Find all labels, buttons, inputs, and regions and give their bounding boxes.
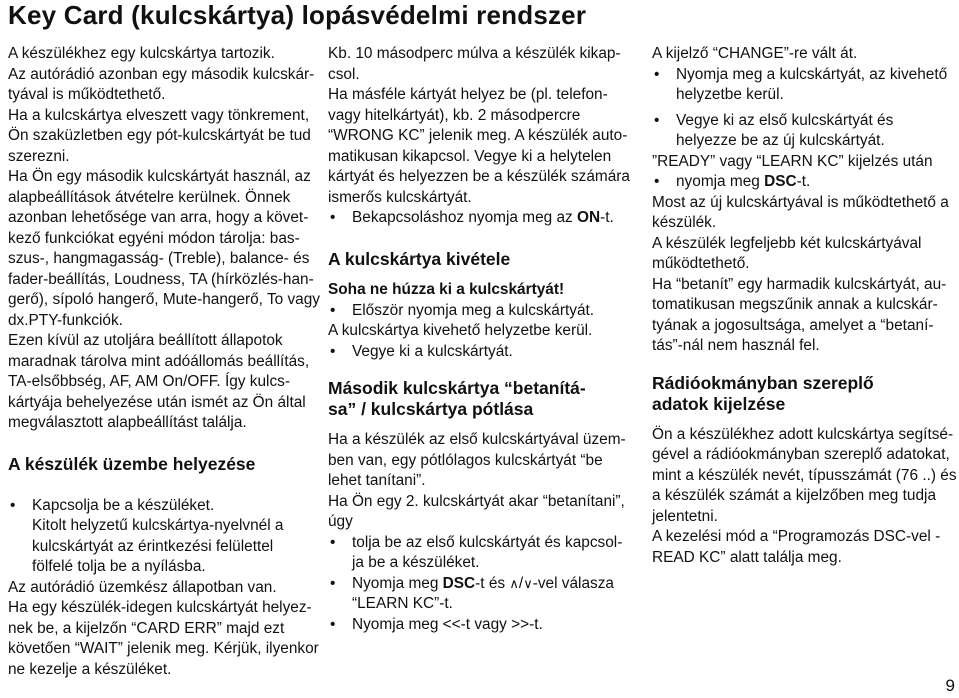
text-line: követően “WAIT” jelenik meg. Kérjük, ilyenkor [8, 640, 319, 657]
section-heading-second-card-cont: sa” / kulcskártya pótlása [328, 399, 534, 419]
text-line: szus-, hangmagasság- (Treble), balance- és [8, 250, 310, 267]
text-span: nyomja meg [676, 173, 765, 190]
text-span: -t és [475, 574, 510, 592]
caret-down-icon: ∨ [523, 575, 533, 591]
section-heading-second-card: Második kulcskártya “betanítá- [328, 378, 586, 398]
intro-paragraph [8, 44, 320, 434]
text-line: Ha egy készülék-idegen kulcskártyát helyez- [8, 599, 312, 616]
text-line: gével a rádióokmányban szereplő adatokat, [652, 446, 950, 463]
text-line: helyezze be az új kulcskártyát. [676, 132, 885, 149]
text-line: ne kezelje a készüléket. [8, 660, 172, 678]
paragraph [8, 578, 319, 681]
bullet-item [328, 574, 634, 615]
caret-up-icon: ∧ [509, 575, 519, 591]
text-line: Ön szaküzletben egy pót-kulcskártyát be tud [8, 127, 311, 144]
bullet-line: • Vegye ki az első kulcskártyát és [652, 111, 957, 132]
text-line: Ön a készülékhez adott kulcskártya segítsé- [652, 425, 954, 443]
column-1 [8, 44, 320, 680]
section-heading-document-data-cont: adatok kijelzése [652, 393, 786, 414]
text-line: helyzetbe kerül. [676, 86, 784, 103]
text-line: Ha “betanít” egy harmadik kulcskártyát, au- [652, 275, 947, 293]
text-line: kártyát és helyezzen be a készülék számára [328, 168, 630, 185]
text-span: Bekapcsoláshoz nyomja meg az [352, 209, 577, 226]
text-line: dx.PTY-funkciók. [8, 311, 123, 329]
text-line: kulcskártyát az érintkezési felülettel [32, 537, 274, 555]
text-line: maradnak tárolva mint adóállomás beállítás, [8, 352, 310, 370]
text-line: ben van, egy pótlólagos kulcskártyát “be [328, 451, 603, 469]
bullet-line [328, 574, 634, 595]
text-line: Az autórádió üzemkész állapotban van. [8, 578, 277, 596]
text-line: fölfelé tolja be a nyílásba. [32, 558, 206, 575]
text-line: A kezelési mód a “Programozás DSC-vel - [652, 528, 941, 545]
text-line: ”READY” vagy “LEARN KC” kijelzés után [652, 152, 933, 170]
bullet-item [8, 496, 308, 578]
text-line: vagy hitelkártyát), kb. 2 másodpercre [328, 106, 581, 124]
section-heading-document-data: Rádióokmányban szereplő [652, 372, 874, 393]
text-line: szerezni. [8, 147, 70, 165]
dsc-key-label: DSC [764, 173, 797, 190]
text-line: azonban lehetősége van arra, hogy a követ- [8, 209, 309, 226]
text-span: -vel válasza [532, 574, 614, 592]
column-2 [328, 44, 634, 635]
paragraph [328, 44, 634, 208]
text-line: Ezen kívül az utoljára beállított állapotok [8, 332, 283, 349]
text-line: A kulcskártya kivehető helyzetbe kerül. [328, 322, 593, 339]
on-key-label: ON [577, 209, 601, 226]
text-line: fader-beállítás, Loudness, TA (hírközlés-han- [8, 270, 314, 288]
page-number: 9 [945, 676, 955, 695]
text-line: működtethető. [652, 255, 750, 272]
text-line: tyával is működtethető. [8, 86, 166, 103]
text-line: megválasztott alapbeállítást találja. [8, 414, 247, 431]
text-line: lehet tanítani”. [328, 472, 426, 489]
text-line: készülék. [652, 214, 717, 231]
paragraph [328, 430, 634, 533]
text-line: a készülék számát a kijelzőben meg tudja [652, 487, 937, 504]
text-line: A kijelző “CHANGE”-re vált át. [652, 45, 858, 62]
text-line: ja be a készüléket. [352, 554, 480, 571]
bullet-item: • Először nyomja meg a kulcskártyát. [328, 301, 634, 322]
text-line: tyának a jogosultsága, amelyet a “betaní- [652, 316, 934, 334]
text-line: TA-elsőbbség, AF, AM On/OFF. Így kulcs- [8, 373, 290, 390]
section-heading-startup: A készülék üzembe helyezése [8, 454, 256, 474]
text-line: A készülék legfeljebb két kulcskártyával [652, 234, 922, 252]
text-line: Kitolt helyzetű kulcskártya-nyelvnél a [32, 517, 284, 534]
warning-subheading: Soha ne húzza ki a kulcskártyát! [328, 281, 565, 298]
bullet-item [328, 533, 634, 574]
text-line: Ha másféle kártyát helyez be (pl. telefon- [328, 86, 608, 103]
text-line: úgy [328, 513, 353, 530]
text-line: jelentetni. [652, 507, 718, 525]
text-span: -t. [796, 173, 811, 190]
bullet-item [328, 208, 634, 229]
bullet-line: • tolja be az első kulcskártyát és kapcsol- [328, 533, 634, 554]
text-line: Kb. 10 másodperc múlva a készülék kikap- [328, 45, 621, 62]
text-line: Most az új kulcskártyával is működtethető a [652, 193, 949, 211]
text-line: Ha Ön egy második kulcskártyát használ, az [8, 168, 311, 185]
text-span: -t. [600, 209, 614, 226]
text-line: gerő), sípoló hangerő, Mute-hangerő, To vagy [8, 291, 320, 308]
text-line: READ KC” alatt találja meg. [652, 548, 842, 566]
text-line: Ha Ön egy 2. kulcskártyát akar “betanítani”, [328, 492, 625, 510]
text-line: “WRONG KC” jelenik meg. A készülék auto- [328, 127, 628, 144]
text-line: A készülékhez egy kulcskártya tartozik. [8, 45, 275, 62]
page-title: Key Card (kulcskártya) lopásvédelmi rendszer [8, 0, 587, 30]
text-line: tomatikusan megszűnik annak a kulcskár- [652, 296, 938, 313]
column-3 [652, 44, 957, 568]
text-span: Nyomja meg [352, 574, 443, 592]
bullet-item [652, 111, 957, 152]
text-line: mint a készülék nevét, típusszámát (76 ..) és [652, 466, 957, 484]
text-line: kező funkciókat egyéni módon tárolja: bas- [8, 229, 300, 247]
bullet-item: • Nyomja meg <<-t vagy >>-t. [328, 615, 634, 636]
text-line: tás”-nál nem használ fel. [652, 337, 820, 354]
text-line: nek be, a kijelzőn “CARD ERR” majd ezt [8, 619, 285, 637]
text-span: / [518, 574, 524, 592]
text-line: matikusan kikapcsol. Vegye ki a helytelen [328, 147, 612, 165]
bullet-item [652, 172, 957, 193]
bullet-line: • Nyomja meg a kulcskártyát, az kivehető [652, 65, 957, 86]
text-line: Az autórádió azonban egy második kulcskár- [8, 65, 315, 83]
text-line: “LEARN KC”-t. [352, 595, 453, 612]
text-line: Ha a készülék az első kulcskártyával üzem- [328, 431, 626, 448]
dsc-key-label: DSC [442, 574, 476, 592]
bullet-item [652, 65, 957, 106]
text-line: Ha a kulcskártya elveszett vagy tönkrement, [8, 106, 310, 124]
paragraph [652, 193, 957, 357]
paragraph [652, 425, 957, 569]
text-line: ismerős kulcskártyát. [328, 188, 472, 206]
bullet-item: • Vegye ki a kulcskártyát. [328, 342, 634, 363]
text-line: alapbeállítások átvételre kerülnek. Önnek [8, 188, 291, 206]
text-line: kártyája behelyezése után ismét az Ön által [8, 393, 306, 411]
bullet-line: • Kapcsolja be a készüléket. [8, 496, 308, 517]
section-heading-card-removal: A kulcskártya kivétele [328, 249, 511, 269]
text-line: csol. [328, 65, 360, 83]
